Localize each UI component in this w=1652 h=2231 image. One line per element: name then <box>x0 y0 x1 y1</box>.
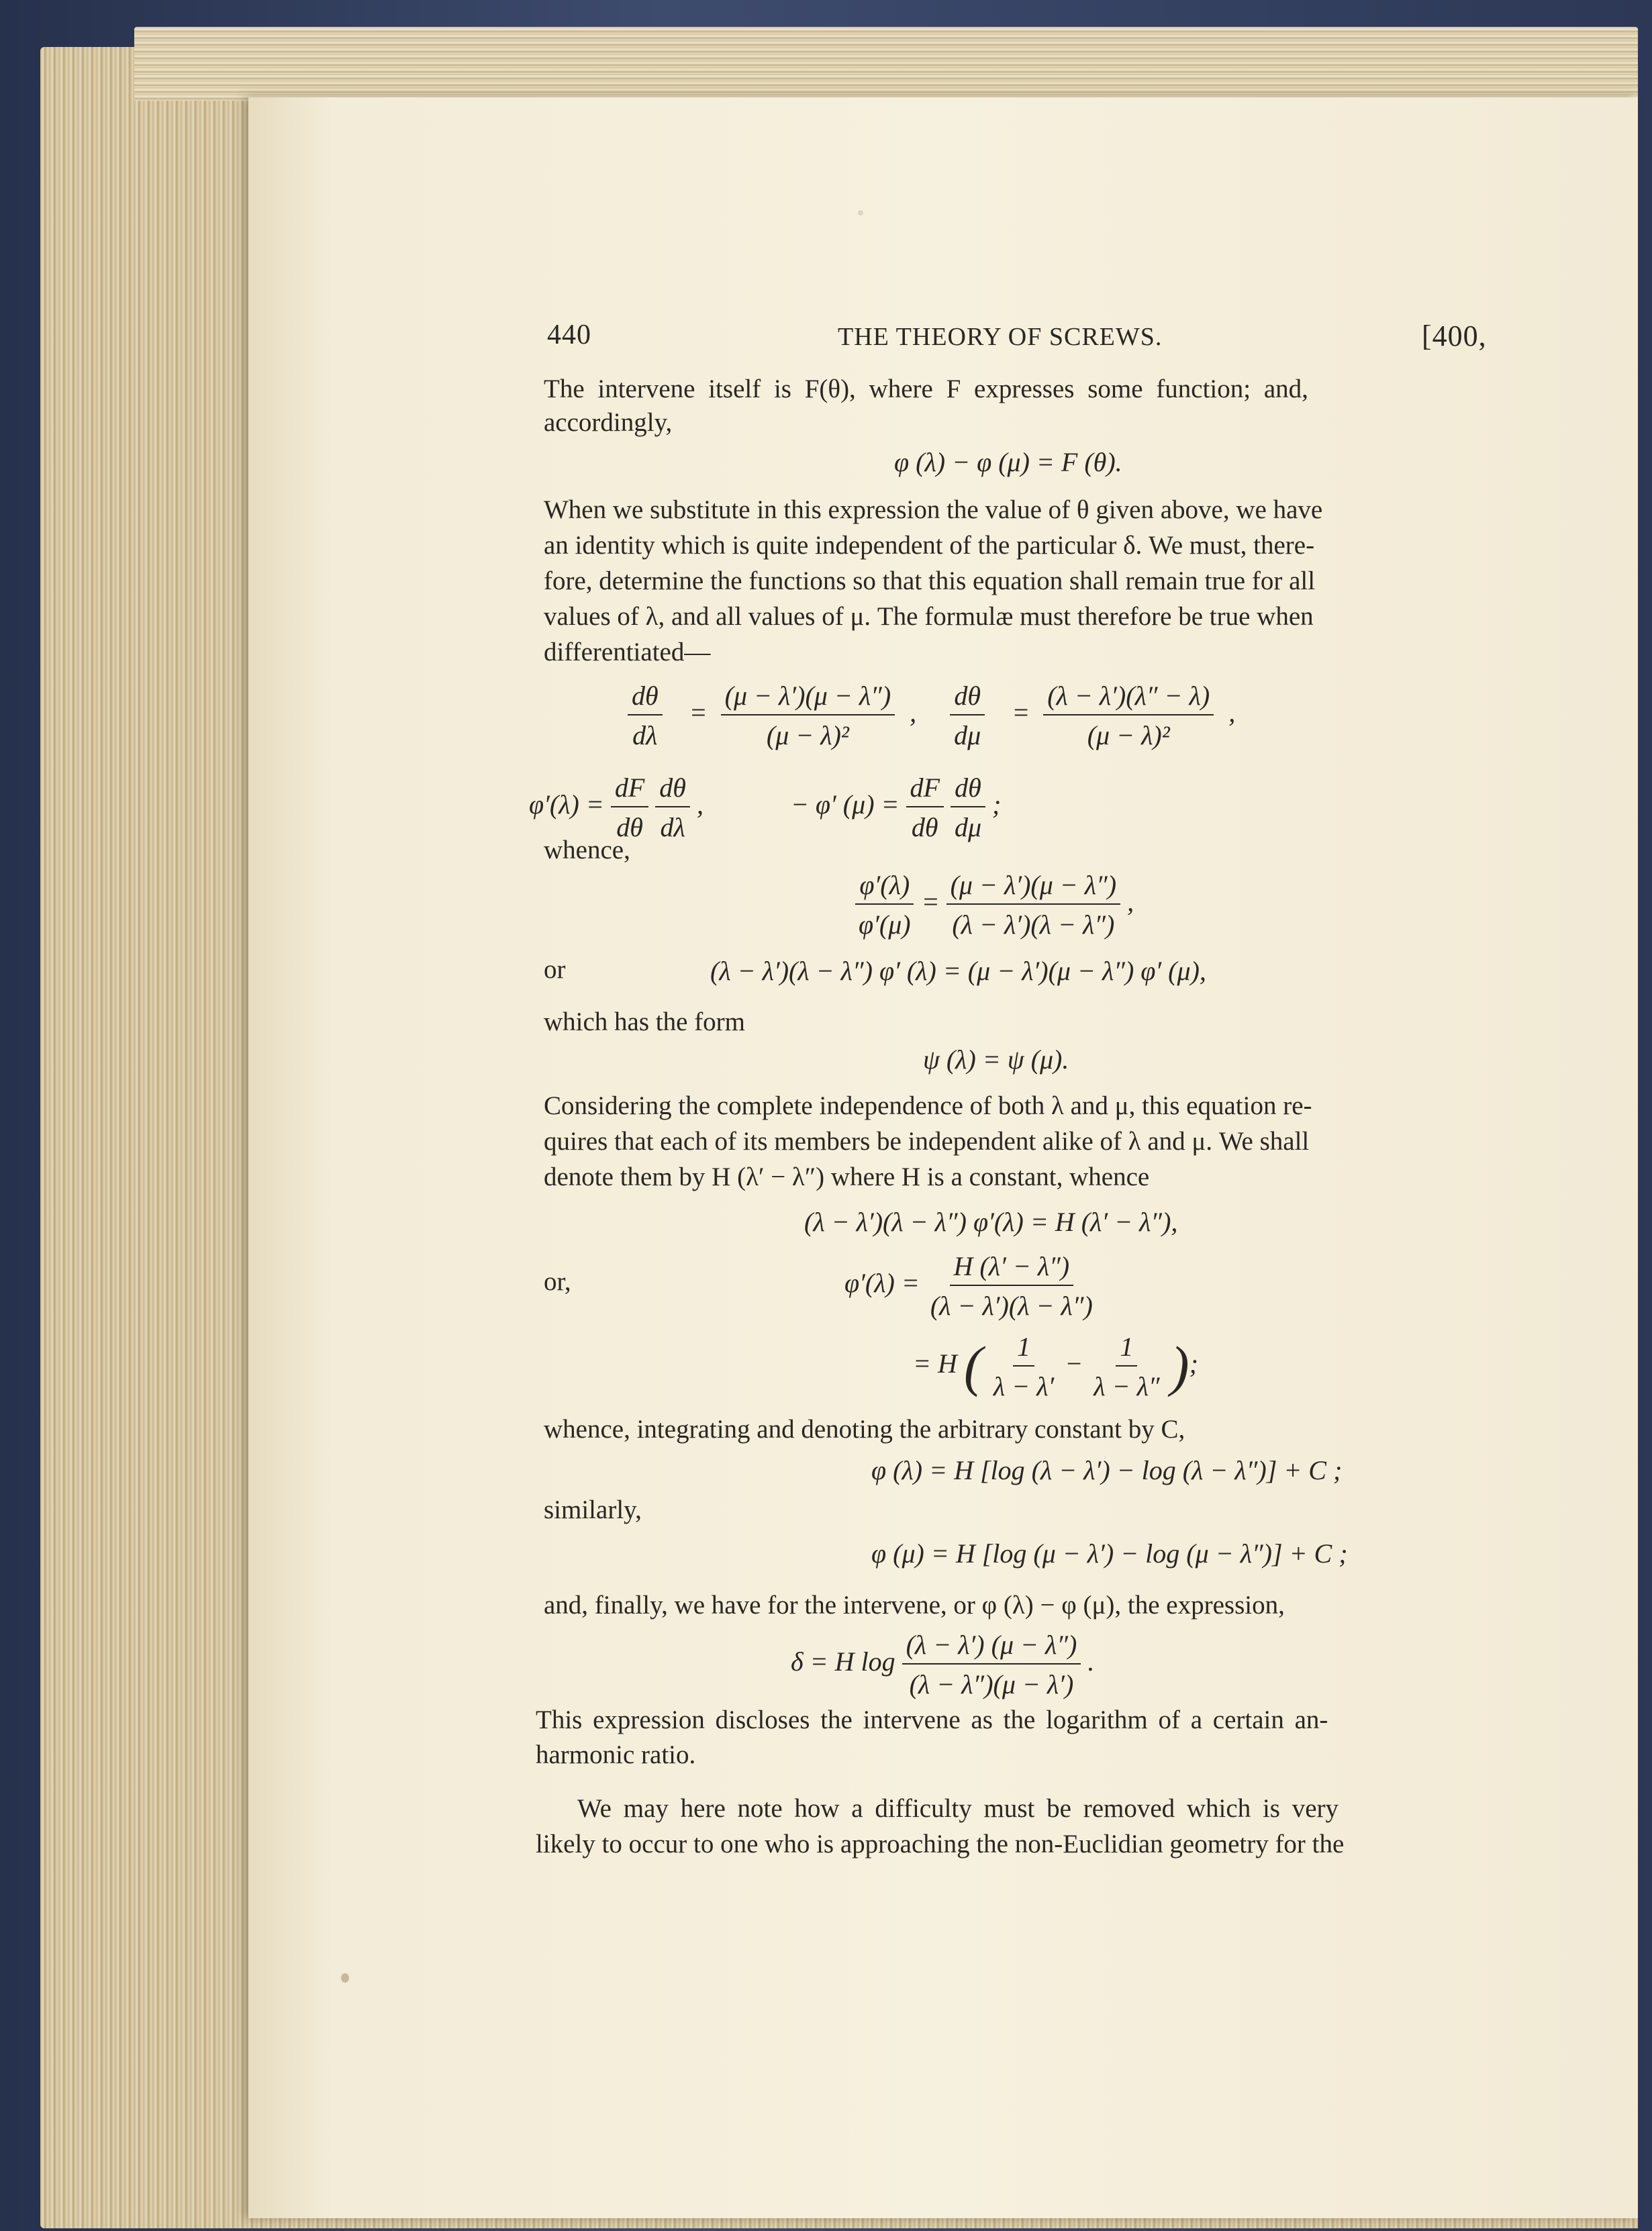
equation-lhs: = H <box>913 1348 957 1379</box>
equation: φ (μ) = H [log (μ − λ′) − log (μ − λ″)] + C ; <box>871 1538 1348 1569</box>
numerator: (μ − λ′)(μ − λ″) <box>721 680 895 715</box>
body-line: similarly, <box>544 1495 642 1524</box>
numerator: dθ <box>655 772 690 807</box>
body-line: whence, integrating and denoting the arbitrary constant by C, <box>544 1415 1185 1444</box>
equation: φ′(λ) = $\frac{dF}{d\theta}$ $\frac{d\theta}{d\lambda}$ , − φ′ (μ) = $\frac{dF}{d\theta}$ $\frac{d\theta}{d\mu}$ ; <box>529 773 1002 842</box>
body-line: which has the form <box>544 1007 746 1036</box>
equation: δ = H log $\frac{(\lambda - \lambda') (\mu - \lambda'')}{(\lambda - \lambda'')(\mu - \lambda')}$ . <box>791 1630 1095 1699</box>
body-line: or, <box>544 1267 571 1296</box>
body-line: values of λ, and all values of μ. The formulæ must therefore be true when <box>544 602 1314 631</box>
denominator: dμ <box>954 720 981 750</box>
equation: (λ − λ′)(λ − λ″) φ′(λ) = H (λ′ − λ″), <box>804 1207 1178 1237</box>
equation-lhs: φ′(λ) = <box>844 1268 920 1299</box>
body-line: whence, <box>544 836 630 864</box>
denominator: (μ − λ)² <box>1087 720 1170 750</box>
denominator: λ − λ″ <box>1094 1371 1160 1401</box>
equation: (λ − λ′)(λ − λ″) φ′ (λ) = (μ − λ′)(μ − λ″) φ′ (μ), <box>710 956 1206 986</box>
numerator: dθ <box>628 680 663 715</box>
body-line: Considering the complete independence of both λ and μ, this equation re- <box>544 1091 1312 1120</box>
numerator: H (λ′ − λ″) <box>950 1250 1074 1286</box>
numerator: dF <box>906 772 944 807</box>
equation-lhs: − φ′ (μ) = <box>790 789 900 820</box>
page-edges-top <box>134 27 1638 101</box>
numerator: 1 <box>1116 1331 1137 1367</box>
body-line: The intervene itself is F(θ), where F expresses some function; and, <box>544 375 1308 403</box>
body-line: and, finally, we have for the intervene, or φ (λ) − φ (μ), the expression, <box>544 1591 1285 1620</box>
denominator: (μ − λ)² <box>766 720 849 750</box>
equation-lhs: δ = H log <box>791 1646 895 1677</box>
denominator: φ′(μ) <box>859 909 911 940</box>
body-line: denote them by H (λ′ − λ″) where H is a constant, whence <box>544 1162 1150 1191</box>
body-line: harmonic ratio. <box>536 1740 696 1769</box>
body-line: quires that each of its members be independent alike of λ and μ. We shall <box>544 1127 1310 1156</box>
body-line: fore, determine the functions so that this equation shall remain true for all <box>544 566 1316 595</box>
numerator: dF <box>611 772 648 807</box>
denominator: (λ − λ′)(λ − λ″) <box>930 1291 1093 1321</box>
equation: ψ (λ) = ψ (μ). <box>923 1044 1069 1075</box>
numerator: φ′(λ) <box>855 869 914 905</box>
body-line: We may here note how a difficulty must be removed which is very <box>577 1794 1339 1823</box>
body-line: accordingly, <box>544 408 673 437</box>
ink-spot <box>858 210 863 215</box>
body-line: differentiated— <box>544 638 711 666</box>
left-paren: ( <box>963 1335 983 1398</box>
body-line: an identity which is quite independent of the particular δ. We must, there- <box>544 531 1315 560</box>
equation: = H ( $\frac{1}{\lambda - \lambda'}$ − $\frac{1}{\lambda - \lambda''}$ ); <box>913 1332 1198 1401</box>
numerator: (μ − λ′)(μ − λ″) <box>946 869 1120 905</box>
right-paren: ) <box>1170 1335 1189 1398</box>
equation: $\frac{\varphi'(\lambda)}{\varphi'(\mu)}$ = $\frac{(\mu - \lambda')(\mu - \lambda'')}{(\lambda - \lambda')(\lambda - \lambda'')}$ , <box>855 869 1134 940</box>
numerator: (λ − λ′) (μ − λ″) <box>902 1629 1081 1665</box>
denominator: (λ − λ′)(λ − λ″) <box>952 909 1115 940</box>
page-number: 440 <box>547 319 591 350</box>
denominator: dμ <box>954 812 982 842</box>
body-line: or <box>544 955 566 984</box>
body-line: When we substitute in this expression the value of θ given above, we have <box>544 495 1323 524</box>
equation: φ (λ) − φ (μ) = F (θ). <box>894 447 1122 477</box>
book-page <box>248 97 1638 2218</box>
equation <box>844 1250 1097 1322</box>
ink-spot <box>341 1973 349 1983</box>
denominator: (λ − λ″)(μ − λ′) <box>909 1669 1074 1699</box>
running-title: THE THEORY OF SCREWS. <box>838 323 1163 351</box>
body-line: likely to occur to one who is approaching the non-Euclidian geometry for the <box>536 1830 1345 1858</box>
equation: φ (λ) = H [log (λ − λ′) − log (λ − λ″)] + C ; <box>871 1455 1343 1485</box>
equation: $\frac{d\theta}{d\lambda}$ = $\frac{(\mu - \lambda')(\mu - \lambda'')}{\text{(μ − λ)²}}$ , $\frac{d\theta}{d\mu}$ = $\frac{(\lambda - \lambda')(\lambda'' - \lambda)}{\text{(μ − λ)²}}$ , <box>628 680 1235 751</box>
denominator: dθ <box>616 812 643 842</box>
denominator: dλ <box>632 720 658 750</box>
denominator: dλ <box>660 812 685 842</box>
denominator: λ − λ′ <box>993 1371 1055 1401</box>
numerator: dθ <box>951 772 985 807</box>
numerator: 1 <box>1013 1331 1034 1367</box>
numerator: (λ − λ′)(λ″ − λ) <box>1043 680 1214 715</box>
equation-lhs: φ′(λ) = <box>529 789 604 820</box>
numerator: dθ <box>950 680 985 715</box>
body-line: This expression discloses the intervene as the logarithm of a certain an- <box>536 1705 1328 1734</box>
denominator: dθ <box>911 812 938 842</box>
section-number: [400, <box>1422 319 1487 352</box>
